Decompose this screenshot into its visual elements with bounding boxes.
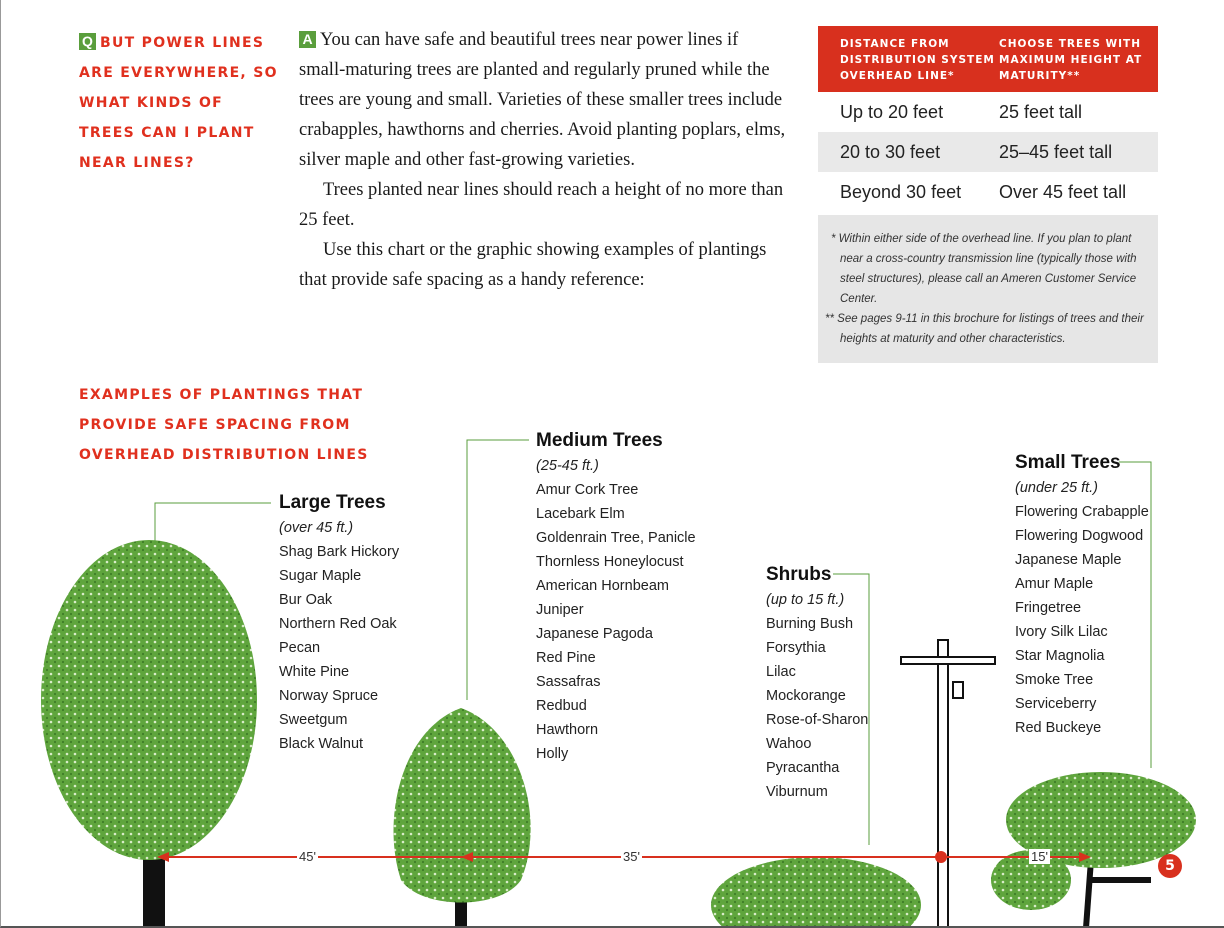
cell: Beyond 30 feet xyxy=(840,181,962,202)
note-1: * Within either side of the overhead line. If you plan to plant near a cross-country transmission line (typically those with steel structures), please call an Ameren Customer Service Center. xyxy=(831,233,1137,305)
group-title: Medium Trees xyxy=(536,430,663,451)
examples-heading: EXAMPLES OF PLANTINGS THAT PROVIDE SAFE SPACING FROM OVERHEAD DISTRIBUTION LINES xyxy=(79,387,369,463)
power-pole xyxy=(901,640,995,928)
list-item: Sassafras xyxy=(536,674,601,690)
list-item: Northern Red Oak xyxy=(279,616,397,632)
group-subtitle: (over 45 ft.) xyxy=(279,520,354,536)
list-item: Lacebark Elm xyxy=(536,506,625,522)
group-large-trees xyxy=(279,490,399,756)
list-item: Juniper xyxy=(536,602,584,618)
answer-paragraph-3: Use this chart or the graphic showing examples of plantings that provide safe spacing as a handy reference: xyxy=(299,240,767,290)
list-item: Red Pine xyxy=(536,650,596,666)
group-title: Large Trees xyxy=(279,492,386,513)
list-item: Thornless Honeylocust xyxy=(536,554,684,570)
list-item: Pyracantha xyxy=(766,760,840,776)
list-item: Fringetree xyxy=(1015,600,1082,616)
list-item: Japanese Maple xyxy=(1015,552,1122,568)
list-item: Black Walnut xyxy=(279,736,364,752)
list-item: Sugar Maple xyxy=(279,568,362,584)
header-distance: DISTANCE FROM DISTRIBUTION SYSTEM OVERHEAD LINE* xyxy=(840,38,995,82)
distance-medium: 35' xyxy=(623,849,640,864)
list-item: Amur Maple xyxy=(1015,576,1094,592)
group-title: Small Trees xyxy=(1015,452,1121,473)
a-badge: A xyxy=(299,31,316,48)
list-item: Flowering Dogwood xyxy=(1015,528,1144,544)
list-item: Forsythia xyxy=(766,640,826,656)
list-item: Holly xyxy=(536,746,569,762)
list-item: Sweetgum xyxy=(279,712,348,728)
list-item: Mockorange xyxy=(766,688,846,704)
distance-large: 45' xyxy=(299,849,316,864)
small-tree xyxy=(991,772,1196,928)
list-item: Lilac xyxy=(766,664,796,680)
list-item: Amur Cork Tree xyxy=(536,482,639,498)
list-item: Smoke Tree xyxy=(1015,672,1094,688)
list-item: Flowering Crabapple xyxy=(1015,504,1149,520)
group-subtitle: (up to 15 ft.) xyxy=(766,592,845,608)
q-badge: Q xyxy=(79,33,96,50)
answer-paragraph-1: You can have safe and beautiful trees near power lines if small-maturing trees are planted and regularly pruned while the trees are young and small. Varieties of these smaller trees include crabapples, hawthorns and cherries. Avoid planting poplars, elms, silver maple and other fast-growing varieties. xyxy=(299,30,786,170)
list-item: Serviceberry xyxy=(1015,696,1097,712)
list-item: Hawthorn xyxy=(536,722,599,738)
list-item: Norway Spruce xyxy=(279,688,379,704)
list-item: Burning Bush xyxy=(766,616,854,632)
list-item: Japanese Pagoda xyxy=(536,626,653,642)
list-item: Bur Oak xyxy=(279,592,333,608)
answer-paragraph-2: Trees planted near lines should reach a height of no more than 25 feet. xyxy=(299,180,784,230)
list-item: Wahoo xyxy=(766,736,812,752)
note-2: ** See pages 9-11 in this brochure for listings of trees and their heights at maturity and other characteristics. xyxy=(825,313,1144,345)
group-title: Shrubs xyxy=(766,564,832,585)
group-shrubs xyxy=(766,562,868,804)
large-tree xyxy=(41,540,257,928)
cell: Up to 20 feet xyxy=(840,101,944,122)
header-height: CHOOSE TREES WITH MAXIMUM HEIGHT AT MATURITY** xyxy=(999,38,1143,82)
list-item: Ivory Silk Lilac xyxy=(1015,624,1108,640)
list-item: Star Magnolia xyxy=(1015,648,1105,664)
list-item: Red Buckeye xyxy=(1015,720,1102,736)
shrub xyxy=(711,857,921,928)
list-item: Viburnum xyxy=(766,784,828,800)
list-item: Goldenrain Tree, Panicle xyxy=(536,530,696,546)
list-item: Shag Bark Hickory xyxy=(279,544,400,560)
group-subtitle: (25-45 ft.) xyxy=(536,458,599,474)
cell: Over 45 feet tall xyxy=(999,181,1127,202)
cell: 20 to 30 feet xyxy=(840,141,941,162)
page-number: 5 xyxy=(1158,854,1182,878)
list-item: American Hornbeam xyxy=(536,578,669,594)
question-text: BUT POWER LINES ARE EVERYWHERE, SO WHAT KINDS OF TREES CAN I PLANT NEAR LINES? xyxy=(79,35,278,171)
group-subtitle: (under 25 ft.) xyxy=(1015,480,1099,496)
group-small-trees xyxy=(1015,450,1149,740)
distance-small: 15' xyxy=(1031,849,1048,864)
group-medium-trees xyxy=(536,428,696,766)
medium-tree xyxy=(394,708,531,928)
list-item: White Pine xyxy=(279,664,350,680)
list-item: Pecan xyxy=(279,640,321,656)
cell: 25 feet tall xyxy=(999,101,1083,122)
cell: 25–45 feet tall xyxy=(999,141,1113,162)
list-item: Rose-of-Sharon xyxy=(766,712,869,728)
list-item: Redbud xyxy=(536,698,587,714)
